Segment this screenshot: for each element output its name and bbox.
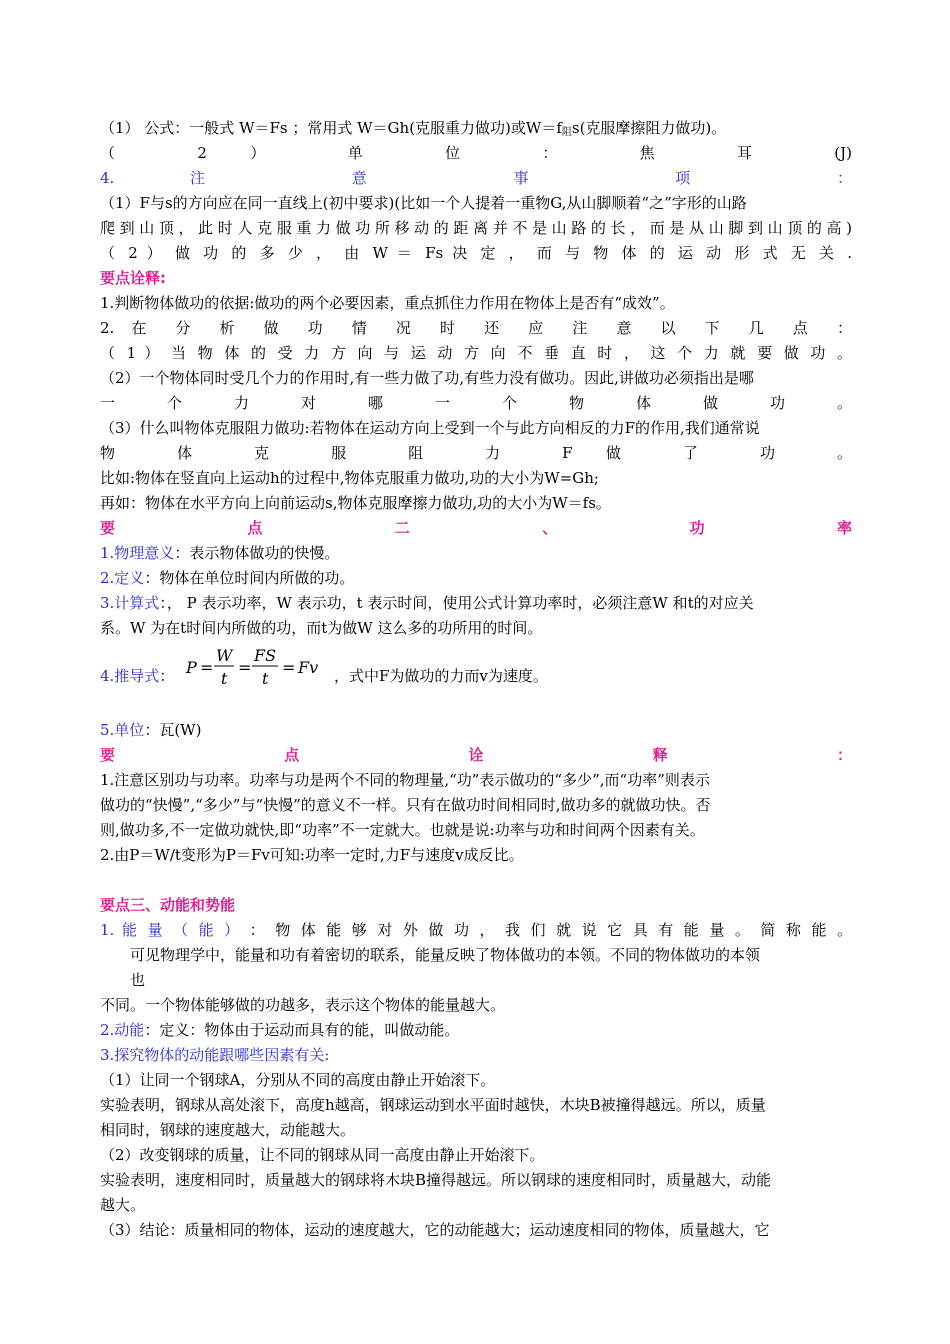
explain-2-2: （2）一个物体同时受几个力的作用时,有一些力做了功,有些力没有做功。因此,讲做功必须指出是哪 xyxy=(100,369,754,387)
formula-line: （1） 公式：一般式 W＝Fs ；常用式 W＝Gh(克服重力做功)或$W=f_阻s$(克服摩擦阻力做功)。 xyxy=(100,119,727,138)
section-heading-power: 要 点 二 、 功 率 xyxy=(100,519,852,537)
document-page xyxy=(100,116,852,1243)
eq-FS: FS xyxy=(254,646,277,665)
note-1: （1）F与s的方向应在同一直线上(初中要求)(比如一个人提着一重物G,从山脚顺着“之”字形的山路 xyxy=(100,194,747,212)
note-1-cont: 爬到山顶，此时人克服重力做功所移动的距离并不是山路的长，而是从山脚到山顶的高) xyxy=(100,219,852,237)
explain-2-3-cont: 物 体 克 服 阻 力 F 做 了 功 。 xyxy=(100,444,852,462)
physical-meaning: 1.物理意义：表示物体做功的快慢。 xyxy=(100,544,340,562)
power-explain-2: 2.由P＝W/t变形为P＝Fv可知:功率一定时,力F与速度v成反比。 xyxy=(100,846,524,864)
explore-heading: 3.探究物体的动能跟哪些因素有关: xyxy=(100,1046,330,1064)
unit-line: （ 2 ） 单 位 ： 焦 耳 (J) xyxy=(100,144,852,162)
eq-t-2: t xyxy=(262,669,269,688)
calc-formula: 3.计算式：， P 表示功率，W 表示功，t 表示时间，使用公式计算功率时，必须注意W 和t的对应关 xyxy=(100,594,754,612)
eq-P: P xyxy=(186,658,197,677)
example-1: 比如:物体在竖直向上运动h的过程中,物体克服重力做功,功的大小为W=Gh; xyxy=(100,469,599,487)
power-explain-1-cont-2: 则,做功多,不一定做功就快,即“功率”不一定就大。也就是说:功率与功和时间两个因素有关。 xyxy=(100,821,705,839)
power-explain-1: 1.注意区别功与功率。功率与功是两个不同的物理量,“功”表示做功的“多少”,而“功率”则表示 xyxy=(100,771,710,789)
kinetic-energy: 2.动能：定义：物体由于运动而具有的能，叫做动能。 xyxy=(100,1021,460,1039)
explore-2-result: 实验表明，速度相同时，质量越大的钢球将木块B撞得越远。所以钢球的速度相同时，质量越大，动能 xyxy=(100,1171,772,1189)
unit-watt: 5.单位：瓦(W) xyxy=(100,721,202,739)
explore-1: （1）让同一个钢球A，分别从不同的高度由静止开始滚下。 xyxy=(100,1071,496,1089)
eq-sign-3: = xyxy=(282,658,296,677)
conclusion: （3）结论：质量相同的物体，运动的速度越大，它的动能越大；运动速度相同的物体，质量越大，它 xyxy=(100,1221,770,1239)
energy-definition-cont-3: 不同。一个物体能够做的功越多，表示这个物体的能量越大。 xyxy=(100,996,506,1014)
calc-formula-cont: 系。W 为在t时间内所做的功，而t为做W 这么多的功所用的时间。 xyxy=(100,619,543,637)
eq-W: W xyxy=(216,646,233,665)
eq-t-1: t xyxy=(221,669,228,688)
explore-1-result: 实验表明，钢球从高处滚下，高度h越高，钢球运动到水平面时越快，木块B被撞得越远。所以，质量 xyxy=(100,1096,766,1114)
derived-note: ，式中F为做功的力而v为速度。 xyxy=(334,667,548,685)
explain-2-1: （ 1 ） 当 物 体 的 受 力 方 向 与 运 动 方 向 不 垂 直 时 ， 这 个 力 就 要 做 功 。 xyxy=(100,344,852,362)
explore-2: （2）改变钢球的质量，让不同的钢球从同一高度由静止开始滚下。 xyxy=(100,1146,545,1164)
derived-label: 4.推导式： xyxy=(100,667,175,685)
explore-1-result-cont: 相同时，钢球的速度越大，动能越大。 xyxy=(100,1121,356,1139)
explore-2-result-cont: 越大。 xyxy=(100,1196,146,1214)
energy-definition-cont: 可见物理学中，能量和功有着密切的联系，能量反映了物体做功的本领。不同的物体做功的本领 xyxy=(130,946,761,964)
explain-2-2-cont: 一 个 力 对 哪 一 个 物 体 做 功 。 xyxy=(100,394,852,412)
explain-1: 1.判断物体做功的依据:做功的两个必要因素，重点抓住力作用在物体上是否有“成效”。 xyxy=(100,294,675,312)
explain-2: 2. 在 分 析 做 功 情 况 时 还 应 注 意 以 下 几 点 ： xyxy=(100,319,852,337)
eq-Fv: Fv xyxy=(298,658,319,677)
power-equation xyxy=(184,641,334,695)
notes-heading: 4. 注 意 事 项 ： xyxy=(100,169,852,187)
eq-sign-2: = xyxy=(238,658,252,677)
derived-formula-row xyxy=(100,641,852,693)
energy-definition-cont-2: 也 xyxy=(130,971,146,989)
explain-2-3: （3）什么叫物体克服阻力做功:若物体在运动方向上受到一个与此方向相反的力F的作用,我们通常说 xyxy=(100,419,760,437)
section-heading-explain: 要点诠释: xyxy=(100,269,166,287)
section-heading-energy: 要点三、动能和势能 xyxy=(100,896,236,914)
eq-sign-1: = xyxy=(200,658,214,677)
definition: 2.定义：物体在单位时间内所做的功。 xyxy=(100,569,355,587)
power-explain-1-cont: 做功的“快慢”,“多少”与“快慢”的意义不一样。只有在做功时间相同时,做功多的就做功快。否 xyxy=(100,796,711,814)
section-heading-explain-2: 要 点 诠 释 ： xyxy=(100,746,852,764)
note-2: （ 2 ） 做 功 的 多 少 ， 由 W ＝ Fs 决 定 ， 而 与 物 体 的 运 动 形 式 无 关 . xyxy=(100,244,852,262)
energy-definition: 1. 能 量 （ 能 ） ： 物 体 能 够 对 外 做 功 ， 我 们 就 说 它 具 有 能 量 。 简 称 能 。 xyxy=(100,921,852,939)
example-2: 再如：物体在水平方向上向前运动s,物体克服摩擦力做功,功的大小为W＝fs。 xyxy=(100,494,611,512)
